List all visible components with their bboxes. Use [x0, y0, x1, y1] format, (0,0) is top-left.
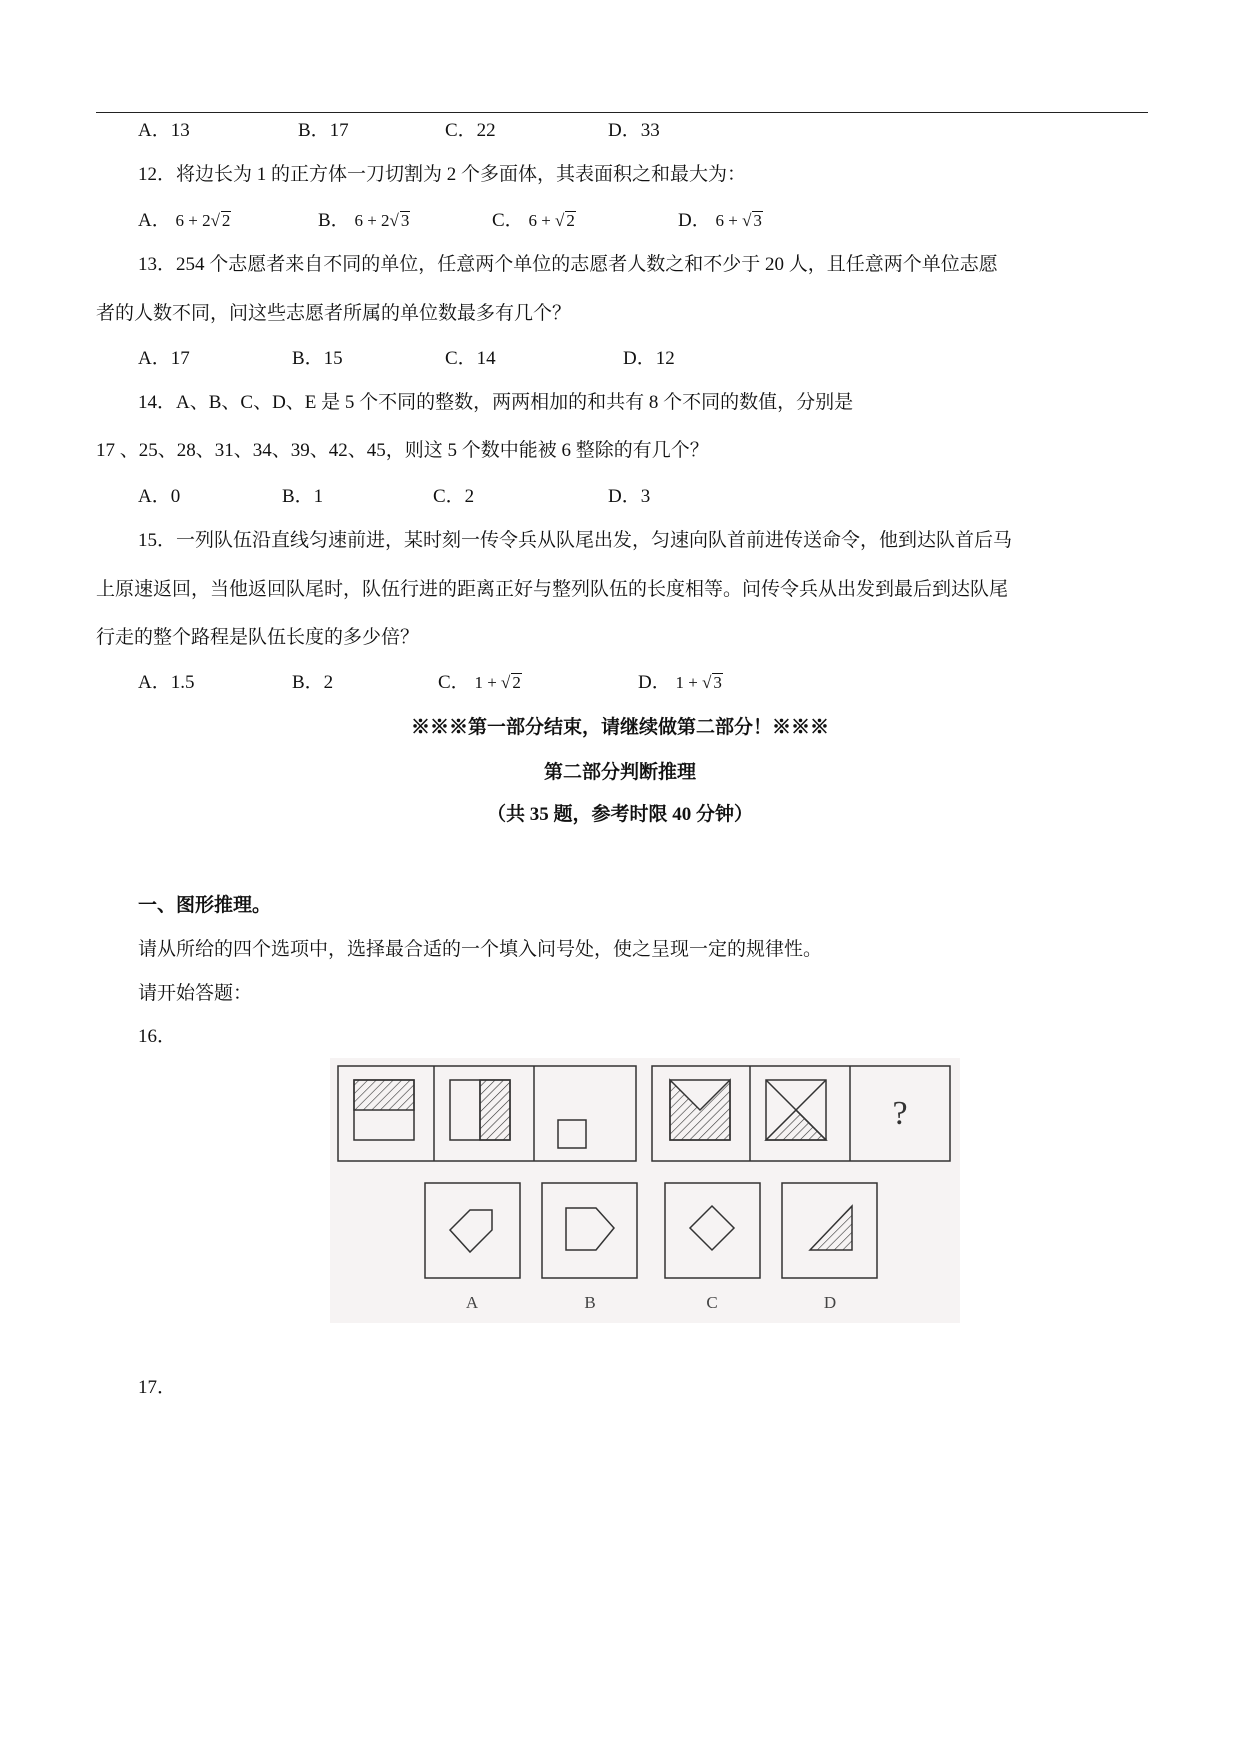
- q14-stem-line1: 14．A、B、C、D、E 是 5 个不同的整数，两两相加的和共有 8 个不同的数值，分别是: [138, 392, 854, 413]
- start-prompt: 请开始答题：: [138, 983, 253, 1004]
- q15-stem-line3: 行走的整个路程是队伍长度的多少倍？: [96, 627, 420, 648]
- hatched-rect: [480, 1080, 510, 1140]
- option-label-a: A: [465, 1293, 479, 1312]
- q15-option-d[interactable]: [638, 670, 723, 696]
- option-math: [474, 673, 521, 692]
- option-label: B．2: [292, 672, 334, 693]
- sqrt-sign: √: [210, 211, 220, 230]
- math-prefix: 6 + 2: [354, 211, 390, 230]
- radicand: 2: [221, 211, 231, 230]
- option-label: C．: [492, 210, 524, 231]
- q12-option-b[interactable]: [318, 208, 410, 234]
- q11-option-b[interactable]: B．17: [298, 120, 349, 141]
- q11-option-d[interactable]: D．33: [608, 120, 660, 141]
- math-prefix: 6 +: [528, 211, 556, 230]
- q13-stem-line1: 13．254 个志愿者来自不同的单位，任意两个单位的志愿者人数之和不少于 20 人，且任意两个单位志愿: [138, 254, 998, 275]
- option-label: A．1.5: [138, 672, 195, 693]
- option-label-c: C: [706, 1293, 718, 1312]
- option-math: [715, 211, 762, 230]
- sqrt-sign: √: [742, 211, 752, 230]
- option-label: B．: [318, 210, 350, 231]
- sqrt-sign: √: [389, 211, 399, 230]
- question-mark: ?: [892, 1095, 908, 1132]
- math-prefix: 1 +: [474, 673, 502, 692]
- q13-stem-line2: 者的人数不同，问这些志愿者所属的单位数最多有几个？: [96, 303, 572, 324]
- option-math: [354, 211, 410, 230]
- sqrt-sign: √: [555, 211, 565, 230]
- q13-option-c[interactable]: C．14: [445, 348, 496, 369]
- radicand: 3: [400, 211, 410, 230]
- q12-stem: 12．将边长为 1 的正方体一刀切割为 2 个多面体，其表面积之和最大为：: [138, 164, 747, 185]
- radicand: 2: [512, 673, 521, 692]
- q15-stem-line1: 15．一列队伍沿直线匀速前进，某时刻一传令兵从队尾出发，匀速向队首前进传送命令，他到达队首后马: [138, 530, 1013, 551]
- q13-option-d[interactable]: D．12: [623, 348, 675, 369]
- q12-option-a[interactable]: [138, 208, 231, 234]
- option-label: D．: [678, 210, 711, 231]
- section-instruction: 请从所给的四个选项中，选择最合适的一个填入问号处，使之呈现一定的规律性。: [138, 939, 823, 960]
- q15-option-c[interactable]: [438, 670, 522, 696]
- q14-option-c[interactable]: C．2: [433, 486, 475, 507]
- option-math: [528, 211, 575, 230]
- q15-option-a[interactable]: [138, 670, 194, 696]
- radicand: 3: [713, 673, 722, 692]
- q16-figure-svg: [330, 1058, 960, 1323]
- q12-option-d[interactable]: [678, 208, 763, 234]
- sqrt-sign: √: [501, 673, 511, 692]
- hatched-rect: [354, 1080, 414, 1110]
- option-label-b: B: [584, 1293, 596, 1312]
- q15-stem-line2: 上原速返回，当他返回队尾时，队伍行进的距离正好与整列队伍的长度相等。问传令兵从出发到最后到达队尾: [96, 579, 1009, 600]
- q11-option-a[interactable]: A．13: [138, 120, 190, 141]
- q13-option-b[interactable]: B．15: [292, 348, 343, 369]
- q17-label: 17．: [138, 1377, 177, 1398]
- option-label: D．: [638, 672, 671, 693]
- part2-title: 第二部分判断推理: [543, 762, 696, 783]
- option-label-d: D: [823, 1293, 837, 1312]
- option-label: A．: [138, 210, 171, 231]
- sqrt-sign: √: [702, 673, 712, 692]
- radicand: 2: [566, 211, 575, 230]
- q11-option-c[interactable]: C．22: [445, 120, 496, 141]
- q13-option-a[interactable]: A．17: [138, 348, 190, 369]
- q14-option-d[interactable]: D．3: [608, 486, 651, 507]
- math-prefix: 6 + 2: [175, 211, 211, 230]
- radicand: 3: [753, 211, 762, 230]
- q16-label: 16．: [138, 1026, 177, 1047]
- part2-subtitle: （共 35 题，参考时限 40 分钟）: [486, 804, 753, 825]
- q15-option-b[interactable]: [292, 670, 333, 696]
- option-math: [675, 673, 722, 692]
- q12-option-c[interactable]: [492, 208, 576, 234]
- option-label: C．: [438, 672, 470, 693]
- q14-option-b[interactable]: B．1: [282, 486, 324, 507]
- math-prefix: 6 +: [715, 211, 743, 230]
- header-rule: [96, 112, 1148, 113]
- q14-stem-line2: 17 、25、28、31、34、39、42、45，则这 5 个数中能被 6 整除的有几个？: [96, 440, 709, 461]
- option-math: [175, 211, 231, 230]
- part1-end-notice: ※※※第一部分结束，请继续做第二部分！※※※: [410, 717, 829, 738]
- q16-figure: [330, 1058, 960, 1323]
- q14-option-a[interactable]: A．0: [138, 486, 181, 507]
- math-prefix: 1 +: [675, 673, 703, 692]
- section-heading: 一、图形推理。: [138, 895, 272, 916]
